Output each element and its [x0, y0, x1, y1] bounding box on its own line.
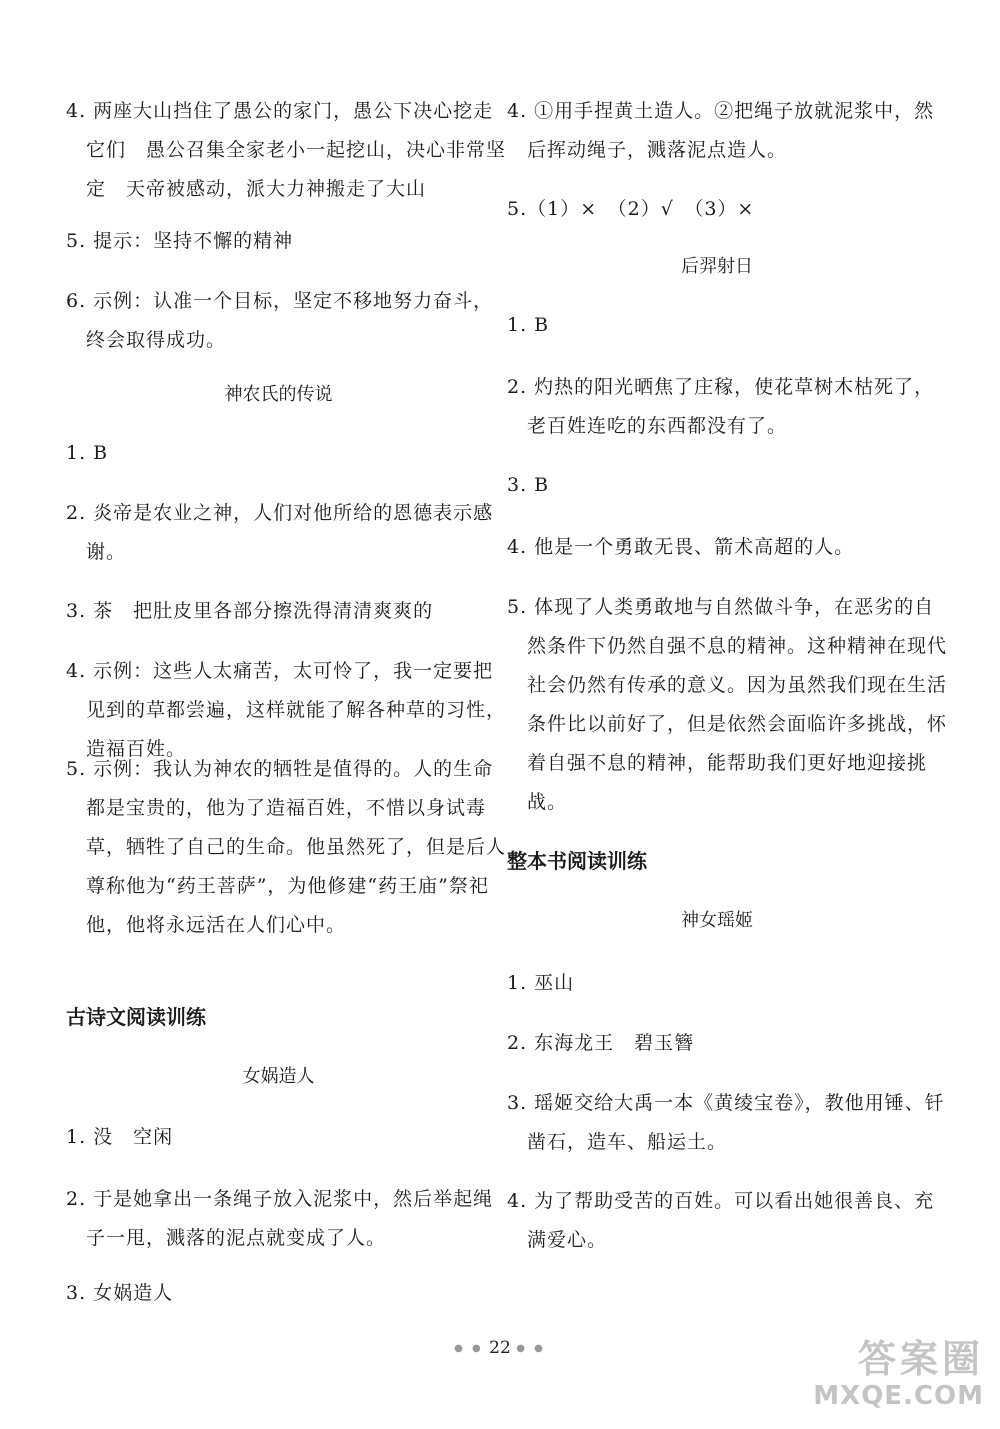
subsection-title: 神女瑶姬 [681, 910, 753, 931]
subsection-title: 女娲造人 [242, 1066, 315, 1087]
subsection-title: 神农氏的传说 [224, 384, 333, 405]
watermark-bottom-text: MXQE.COM [813, 1381, 984, 1411]
answer-item: 5. 体现了人类勇敢地与自然做斗争，在恶劣的自然条件下仍然自强不息的精神。这种精神在现代社会仍然有传承的意义。因为虽然我们现在生活条件比以前好了，但是依然会面临许多挑战，怀着自强不息的精神，能帮助我们更好地迎接挑战。 [507, 596, 948, 813]
answer-item: 3. 女娲造人 [66, 1282, 174, 1304]
answer-item: 1. 没 空闲 [66, 1126, 174, 1148]
dots-left-icon: ● ● [454, 1343, 484, 1354]
answer-item: 3. 瑶姬交给大禹一本《黄绫宝卷》，教他用锤、钎凿石，造车、船运土。 [507, 1092, 945, 1153]
answer-item: 4. 示例：这些人太痛苦，太可怜了，我一定要把见到的草都尝遍，这样就能了解各种草的习性，造福百姓。 [66, 660, 507, 760]
answer-item: 4. 为了帮助受苦的百姓。可以看出她很善良、充满爱心。 [507, 1190, 935, 1251]
answer-item: 2. 灼热的阳光晒焦了庄稼，使花草树木枯死了，老百姓连吃的东西都没有了。 [507, 376, 935, 437]
page-number-text: 22 [489, 1338, 511, 1358]
answer-item: 3. B [507, 474, 550, 496]
answer-item: 4. 他是一个勇敢无畏、箭术高超的人。 [507, 536, 855, 558]
answer-item: 1. B [66, 442, 109, 464]
answer-item: 2. 东海龙王 碧玉簪 [507, 1032, 695, 1054]
answer-item: 1. 巫山 [507, 972, 575, 994]
section-heading: 整本书阅读训练 [507, 849, 647, 873]
answer-item: 5. 提示：坚持不懈的精神 [66, 230, 294, 252]
answer-item: 2. 炎帝是农业之神，人们对他所给的恩德表示感谢。 [66, 502, 494, 563]
answer-item: 5.（1）× （2）√ （3）× [507, 198, 755, 220]
answer-item: 5. 示例：我认为神农的牺牲是值得的。人的生命都是宝贵的，他为了造福百姓，不惜以身试毒草，牺牲了自己的生命。他虽然死了，但是后人尊称他为“药王菩萨”，为他修建“药王庙”祭祀他，他将永远活在人们心中。 [66, 758, 507, 936]
answer-item: 4. ①用手捏黄土造人。②把绳子放就泥浆中，然后挥动绳子，溅落泥点造人。 [507, 100, 935, 161]
answer-item: 3. 茶 把肚皮里各部分擦洗得清清爽爽的 [66, 600, 434, 622]
answer-item: 1. B [507, 314, 550, 336]
dots-right-icon: ● ● [516, 1343, 546, 1354]
section-heading: 古诗文阅读训练 [66, 1005, 206, 1029]
subsection-title: 后羿射日 [681, 256, 753, 277]
answer-item: 2. 于是她拿出一条绳子放入泥浆中，然后举起绳子一甩，溅落的泥点就变成了人。 [66, 1188, 494, 1249]
answer-item: 4. 两座大山挡住了愚公的家门，愚公下决心挖走它们 愚公召集全家老小一起挖山，决心非常坚定 天帝被感动，派大力神搬走了大山 [66, 100, 507, 200]
watermark-logo [799, 1337, 984, 1417]
answer-item: 6. 示例：认准一个目标，坚定不移地努力奋斗，终会取得成功。 [66, 290, 494, 351]
watermark-top-text: 答案圈 [857, 1337, 984, 1381]
